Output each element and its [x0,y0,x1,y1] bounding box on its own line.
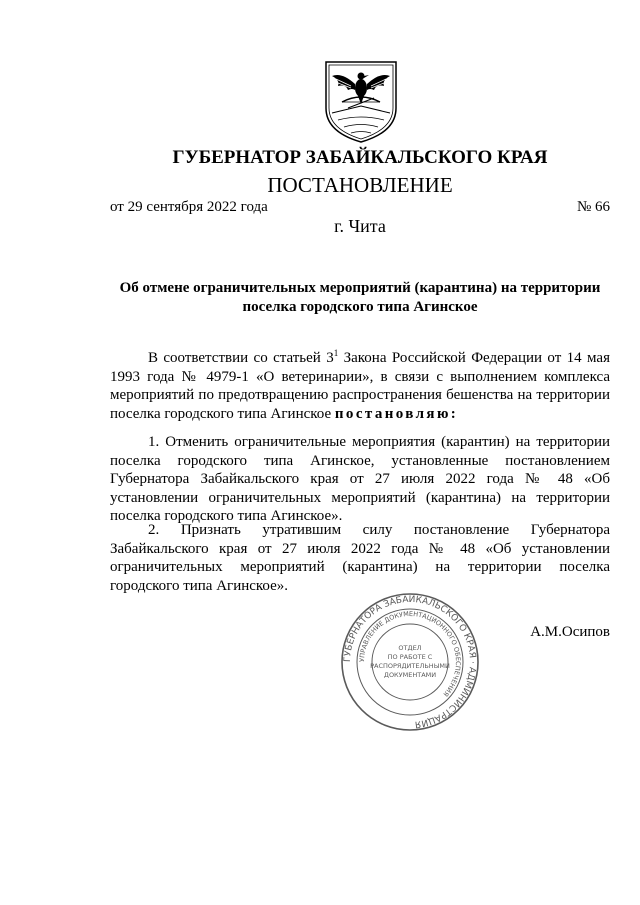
decree-city: г. Чита [334,216,386,236]
seal-inner-text: УПРАВЛЕНИЕ ДОКУМЕНТАЦИОННОГО ОБЕСПЕЧЕНИЯ [357,609,463,699]
seal-center-line-1: ОТДЕЛ [398,644,422,652]
article-superscript: 1 [333,348,339,358]
issuer-heading: ГУБЕРНАТОР ЗАБАЙКАЛЬСКОГО КРАЯ [172,147,548,168]
basis-text-rest: Закона Российской Федерации от 14 мая 1993 года № 4979-1 «О ветеринарии», в связи с выполнением комплекса мероприятий по предотвращению распространения бешенства на территории поселка городского типа Агинское [110,350,610,422]
decree-number: № 66 [576,199,610,215]
seal-center-line-4: ДОКУМЕНТАМИ [383,671,437,679]
basis-text-start: В соответствии со статьей 3 [148,350,334,366]
seal-center-line-2: ПО РАБОТЕ С [387,653,433,661]
decree-item-2: 2. Признать утратившим силу постановление Губернатора Забайкальского края от 27 июля 2022 года № 48 «Об установлении ограничительных мероприятий (карантина) на территории поселка городского типа Агинское». [110,522,610,594]
decree-title-line-1: Об отмене ограничительных мероприятий (карантина) на территории [119,280,601,296]
seal-outer-text: ГУБЕРНАТОРА ЗАБАЙКАЛЬСКОГО КРАЯ · АДМИНИСТРАЦИЯ [342,594,478,729]
official-seal [340,592,480,732]
decree-title-line-2: поселка городского типа Агинское [242,299,478,315]
decree-date: от 29 сентября 2022 года [110,199,268,215]
seal-center-line-3: РАСПОРЯДИТЕЛЬНЫМИ [370,662,450,670]
coat-of-arms-icon [318,58,404,144]
decree-item-1: 1. Отменить ограничительные мероприятия (карантин) на территории поселка городского типа Агинское, установленные постановлением Губернатора Забайкальского края от 27 июля 2022 года № 48 «Об установлении ограничительных мероприятий (карантина) на территории поселка городского типа Агинское». [110,434,610,524]
decree-title [110,279,610,317]
decree-word: постановляю: [334,405,459,422]
legal-basis-paragraph [110,349,610,423]
signatory-name: А.М.Осипов [530,624,610,640]
document-type-heading: ПОСТАНОВЛЕНИЕ [267,173,453,197]
